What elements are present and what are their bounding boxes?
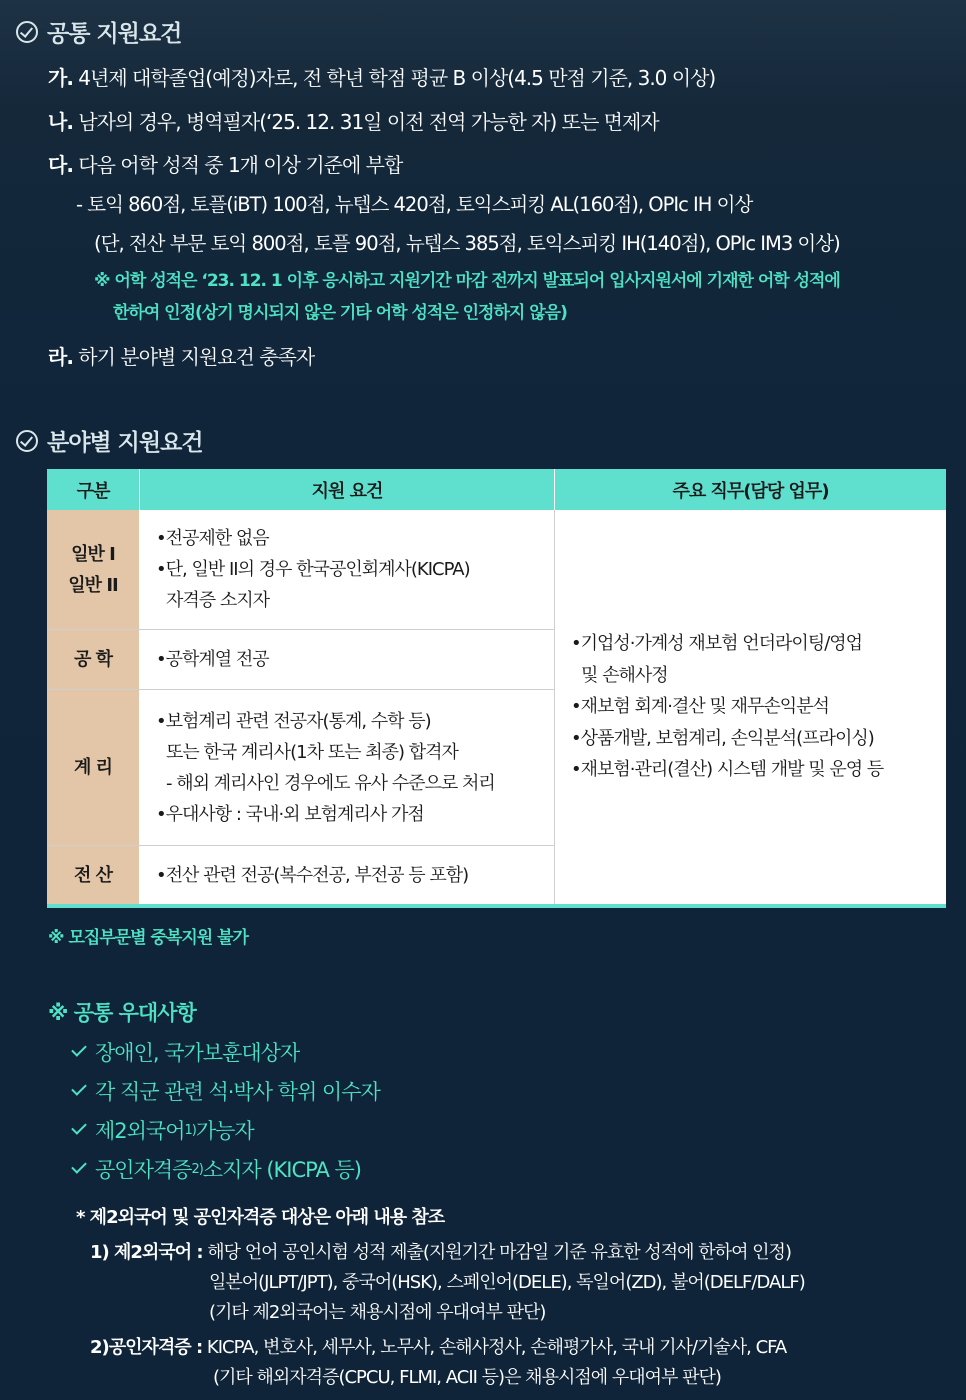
table-header-category: 구분 <box>47 469 139 510</box>
certificate-detail: 2)공인자격증 : KICPA, 변호사, 세무사, 노무사, 손해사정사, 손해평가사, 국내 기사/기술사, CFA <box>90 1337 787 1358</box>
requirements-engineering: •공학계열 전공 <box>156 649 269 670</box>
second-language-detail: 1) 제2외국어 : 해당 언어 공인시험 성적 제출(지원기간 마감일 기준 유효한 성적에 한하여 인정) <box>90 1242 791 1263</box>
table-header-duties: 주요 직무(담당 업무) <box>555 469 946 510</box>
requirement-c: 다. 다음 어학 성적 중 1개 이상 기준에 부합 <box>48 153 403 177</box>
requirements-general: •전공제한 없음 •단, 일반 II의 경우 한국공인회계사(KICPA) 자격증 소지자 <box>156 528 470 611</box>
field-requirements-table <box>47 469 946 908</box>
reference-title: * 제2외국어 및 공인자격증 대상은 아래 내용 참조 <box>76 1207 445 1228</box>
category-it: 전 산 <box>47 846 139 904</box>
language-score-line: - 토익 860점, 토플(iBT) 100점, 뉴텝스 420점, 토익스피킹 AL(160점), OPIc IH 이상 <box>76 193 753 216</box>
duplicate-application-note: ※ 모집부문별 중복지원 불가 <box>48 928 248 948</box>
checkmark-icon <box>71 1080 87 1096</box>
checkmark-icon <box>71 1041 87 1057</box>
certificate-note: (기타 해외자격증(CPCU, FLMI, ACII 등)은 채용시점에 우대여부 판단) <box>213 1367 721 1388</box>
requirement-d: 라. 하기 분야별 지원요건 충족자 <box>48 345 315 369</box>
checkmark-icon <box>71 1158 87 1174</box>
requirements-it: •전산 관련 전공(복수전공, 부전공 등 포함) <box>156 864 469 886</box>
preference-title: ※ 공통 우대사항 <box>48 1001 196 1025</box>
check-circle-icon <box>16 430 38 452</box>
preference-item: 공인자격증 2) 소지자 (KICPA 등) <box>72 1154 361 1184</box>
main-duties: •기업성·가계성 재보험 언더라이팅/영업 및 손해사정 •재보험 회계·결산 및 재무손익분석 •상품개발, 보험계리, 손익분석(프라이싱) •재보험·관리(결산) 시스템 개발 및 운영 등 <box>571 633 884 781</box>
requirement-a: 가. 4년제 대학졸업(예정)자로, 전 학년 학점 평균 B 이상(4.5 만점 기준, 3.0 이상) <box>48 66 716 90</box>
category-engineering: 공 학 <box>47 630 139 689</box>
check-circle-icon <box>16 21 38 43</box>
category-actuarial: 계 리 <box>47 690 139 845</box>
table-header-requirements: 지원 요건 <box>140 469 554 510</box>
requirements-actuarial: •보험계리 관련 전공자(통계, 수학 등) 또는 한국 계리사(1차 또는 최종) 합격자 - 해외 계리사인 경우에도 유사 수준으로 처리 •우대사항 : 국내·외 보험계리사 가점 <box>156 710 495 825</box>
language-note-line1: ※ 어학 성적은 ‘23. 12. 1 이후 응시하고 지원기간 마감 전까지 발표되어 입사지원서에 기재한 어학 성적에 <box>94 271 840 291</box>
requirement-b: 나. 남자의 경우, 병역필자(‘25. 12. 31일 이전 전역 가능한 자) 또는 면제자 <box>48 110 659 134</box>
field-requirements-title: 분야별 지원요건 <box>16 424 203 457</box>
language-note-line2: 한하여 인정(상기 명시되지 않은 기타 어학 성적은 인정하지 않음) <box>113 303 567 323</box>
common-requirements-title: 공통 지원요건 <box>16 15 181 48</box>
category-general: 일반 I 일반 II <box>47 510 139 629</box>
preference-item: 장애인, 국가보훈대상자 <box>72 1037 299 1067</box>
second-language-note: (기타 제2외국어는 채용시점에 우대여부 판단) <box>209 1302 546 1323</box>
language-score-exception: (단, 전산 부문 토익 800점, 토플 90점, 뉴텝스 385점, 토익스피킹 IH(140점), OPIc IM3 이상) <box>94 232 840 255</box>
preference-item: 각 직군 관련 석·박사 학위 이수자 <box>72 1076 380 1106</box>
preference-item: 제2외국어 1) 가능자 <box>72 1115 254 1145</box>
checkmark-icon <box>71 1119 87 1135</box>
second-language-list: 일본어(JLPT/JPT), 중국어(HSK), 스페인어(DELE), 독일어(ZD), 불어(DELF/DALF) <box>209 1272 805 1293</box>
